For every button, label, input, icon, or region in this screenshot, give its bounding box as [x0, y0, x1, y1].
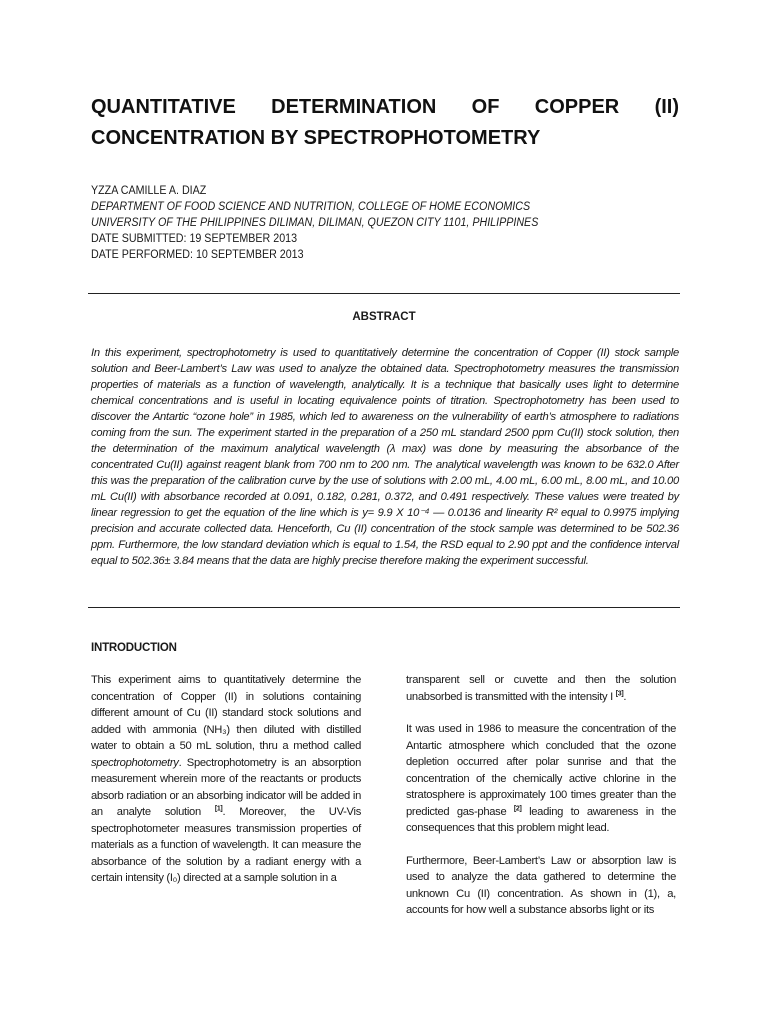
divider-bottom: [88, 607, 680, 608]
author-university: UNIVERSITY OF THE PHILIPPINES DILIMAN, DILIMAN, QUEZON CITY 1101, PHILIPPINES: [91, 217, 539, 229]
citation: [1]: [214, 805, 223, 813]
citation: [2]: [513, 804, 522, 812]
title-line-1: [91, 92, 679, 123]
title-word: COPPER: [534, 96, 620, 118]
citation: [3]: [615, 689, 624, 697]
abstract-text: In this experiment, spectrophotometry is used to quantitatively determine the concentration of Copper (II) stock sample solution and Beer-Lambert’s Law was used to analyze the obtained data. Spectrophotometry measures the transmission properties of materials as a function of wavelength, analytically. It is a technique that basically uses light to determine chemical concentrations and is useful in locating equivalence points of titration. Spectrophotometry has been used to discover the Antartic “ozone hole” in 1985, which led to awareness on the vulnerability of earth’s atmosphere to radiations coming from the sun. The experiment started in the preparation of a 250 mL standard 2500 ppm Cu(II) stock solution, then the determination of the maximum analytical wavelength (λ max) was done by measuring the absorbance of the concentrated Cu(II) against reagent blank from 700 nm to 200 nm. The analytical wavelength was known to be 632.0 After this was the preparation of the calibration curve by the use of solutions with 2.00 mL, 4.00 mL, 6.00 mL, 8.00 mL, and 10.00 mL Cu(II) with absorbance recorded at 0.091, 0.182, 0.281, 0.372, and 0.491 respectively. These values were treated by linear regression to get the equation of the line which is y= 9.9 X 10⁻⁴ — 0.0136 and linearity R² equal to 0.9975 implying precision and accurate collected data. Henceforth, Cu (II) concentration of the stock sample was determined to be 502.36 ppm. Furthermore, the low standard deviation which is equal to 1.54, the RSD equal to 2.90 ppt and the confidence interval equal to 502.36± 3.84 means that the data are highly precise therefore making the experiment successful.: [91, 347, 679, 567]
title-line-2: CONCENTRATION BY SPECTROPHOTOMETRY: [91, 127, 541, 149]
introduction-heading: INTRODUCTION: [91, 642, 177, 654]
intro-paragraph: It was used in 1986 to measure the concentration of the Antartic atmosphere which concluded that the ozone depletion occurred after polar sunrise and that the concentration of the chemically active chlorine in the stratosphere is approximately 100 times greater than the predicted gas-phase [2] leading to awareness in the consequences that this problem might lead.: [406, 723, 677, 834]
title-word: DETERMINATION: [271, 96, 437, 118]
author-department: DEPARTMENT OF FOOD SCIENCE AND NUTRITION, COLLEGE OF HOME ECONOMICS: [91, 201, 531, 213]
intro-column-right: [406, 672, 676, 935]
date-submitted: DATE SUBMITTED: 19 SEPTEMBER 2013: [91, 233, 298, 245]
abstract-heading: ABSTRACT: [352, 311, 416, 323]
author-name: YZZA CAMILLE A. DIAZ: [91, 185, 207, 197]
intro-column-left: [91, 672, 361, 903]
paper-title: [91, 92, 679, 154]
intro-paragraph: This experiment aims to quantitatively determine the concentration of Copper (II) in solutions containing different amount of Cu (II) standard stock solutions and added with ammonia (NH₃) then diluted with distilled water to obtain a 50 mL solution, thru a method called spectrophotometry. Spectrophotometry is an absorption measurement wherein more of the reactants or products absorb radiation or an absorbing indicator will be added in an analyte solution [1]. Moreover, the UV-Vis spectrophotometer measures transmission properties of materials as a function of wavelength. It can measure the absorbance of the solution by a radiant energy with a certain intensity (I₀) directed at a sample solution in a: [91, 674, 361, 884]
date-performed: DATE PERFORMED: 10 SEPTEMBER 2013: [91, 249, 304, 261]
author-block: [91, 183, 638, 263]
intro-paragraph: Furthermore, Beer-Lambert’s Law or absorption law is used to analyze the data gathered to determine the unknown Cu (II) concentration. As shown in (1), a, accounts for how well a substance absorbs light or its: [406, 854, 676, 916]
intro-paragraph: transparent sell or cuvette and then the solution unabsorbed is transmitted with the intensity I [3].: [406, 674, 676, 703]
title-word: OF: [471, 96, 500, 118]
divider-top: [88, 293, 680, 294]
title-word: QUANTITATIVE: [91, 96, 236, 118]
title-word: (II): [654, 96, 679, 118]
